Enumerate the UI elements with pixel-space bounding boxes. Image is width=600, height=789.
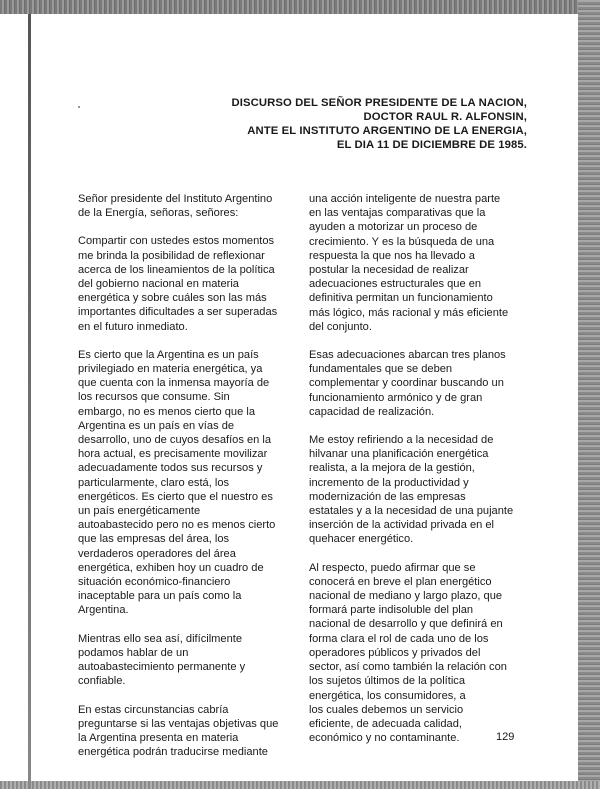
text-line: un país energéticamente [78, 505, 201, 518]
scan-border-top [0, 0, 600, 14]
text-line: embargo, no es menos cierto que la [78, 405, 255, 418]
text-line: podamos hablar de un [78, 646, 189, 659]
text-line: que cuenta con la inmensa mayoría de [78, 377, 270, 390]
text-line: complementar y coordinar buscando un [309, 377, 504, 390]
text-line: más lógico, más racional y más eficiente [309, 306, 509, 319]
text-line: Argentina es un país en vías de [78, 419, 235, 432]
text-line: adecuaciones estructurales que en [309, 278, 482, 291]
text-line: los recursos que consume. Sin [78, 391, 230, 404]
header-line: ANTE EL INSTITUTO ARGENTINO DE LA ENERGIA, [247, 125, 527, 137]
text-line: quehacer energético. [309, 533, 414, 546]
text-line: energética y sobre cuáles son las más [78, 292, 267, 305]
text-line: hilvanar una planificación energética [309, 448, 489, 461]
text-line: desarrollo, uno de cuyos desafíos en la [78, 434, 272, 447]
text-line: definitiva permitan un funcionamiento [309, 292, 493, 305]
text-line: incremento de la productividad y [309, 476, 469, 489]
text-line: Compartir con ustedes estos momentos [78, 235, 275, 248]
text-line: en las ventajas comparativas que la [309, 207, 486, 220]
paragraph [78, 703, 293, 760]
text-line: Es cierto que la Argentina es un país [78, 348, 259, 361]
text-line: nacional de desarrollo y que definirá en [309, 618, 503, 631]
paragraph [78, 234, 293, 333]
page-number: 129 [496, 731, 515, 743]
text-line: nacional de mediano y largo plazo, que [309, 590, 503, 603]
text-line: la Argentina presenta en materia [78, 731, 239, 744]
text-line: energética, los consumidores, a [309, 689, 466, 702]
text-line: operadores públicos y privados del [309, 646, 481, 659]
text-line: formará parte indisoluble del plan [309, 604, 474, 617]
text-line: importantes dificultades a ser superadas [78, 306, 278, 319]
text-line: conocerá en breve el plan energético [309, 575, 492, 588]
text-line: energética, exhiben hoy un cuadro de [78, 561, 264, 574]
text-line: en el futuro inmediato. [78, 320, 188, 333]
speech-header [200, 96, 527, 152]
paragraph [78, 192, 293, 220]
text-line: estatales y a la necesidad de una pujante [309, 505, 514, 518]
left-column [78, 192, 293, 773]
text-line: realista, a la mejora de la gestión, [309, 462, 475, 475]
text-line: situación económico-financiero [78, 576, 231, 589]
header-line: EL DIA 11 DE DICIEMBRE DE 1985. [336, 139, 527, 151]
text-line: energéticos. Es cierto que el nuestro es [78, 490, 273, 503]
text-line: sector, así como también la relación con [309, 661, 507, 674]
text-line: particularmente, claro está, los [78, 476, 230, 489]
header-line: DOCTOR RAUL R. ALFONSIN, [363, 111, 527, 123]
text-line: los cuales debemos un servicio [309, 703, 464, 716]
text-line: adecuadamente todos sus recursos y [78, 462, 263, 475]
text-line: Señor presidente del Instituto Argentino [78, 193, 273, 205]
text-line: capacidad de realización. [309, 405, 435, 418]
text-line: hora actual, es precisamente movilizar [78, 448, 268, 461]
text-line: privilegiado en materia energética, ya [78, 363, 263, 376]
scan-speck [78, 106, 80, 108]
text-line: económico y no contaminante. [309, 732, 460, 745]
text-line: forma clara el rol de cada uno de los [309, 632, 489, 645]
paragraph [309, 433, 524, 547]
text-line: Al respecto, puedo afirmar que se [309, 561, 476, 574]
text-line: postular la necesidad de realizar [309, 264, 469, 277]
scan-border-right [578, 0, 600, 789]
paragraph [309, 192, 524, 334]
text-line: modernización de las empresas [309, 490, 466, 503]
text-line: los sujetos últimos de la política [309, 675, 466, 688]
text-line: respuesta la que nos ha llevado a [309, 249, 475, 262]
text-line: energética podrán traducirse mediante [78, 746, 268, 759]
text-line: inserción de la actividad privada en el [309, 519, 495, 532]
header-line: DISCURSO DEL SEÑOR PRESIDENTE DE LA NACION, [231, 97, 527, 109]
paragraph [309, 348, 524, 419]
text-line: que las empresas del área, los [78, 533, 230, 546]
text-line: del gobierno nacional en materia [78, 278, 239, 291]
paragraph [309, 561, 524, 746]
text-line: Me estoy refiriendo a la necesidad de [309, 434, 494, 447]
text-line: autoabastecimiento permanente y [78, 661, 246, 674]
text-line: de la Energía, señoras, señores: [78, 207, 239, 220]
text-line: inaceptable para un país como la [78, 590, 242, 603]
paragraph [78, 632, 293, 689]
text-line: me brinda la posibilidad de reflexionar [78, 249, 265, 262]
right-column [309, 192, 524, 759]
scan-border-bottom [0, 781, 600, 789]
text-line: verdaderos operadores del área [78, 547, 236, 560]
text-line: Argentina. [78, 604, 129, 617]
text-line: En estas circunstancias cabría [78, 703, 229, 716]
paragraph [78, 348, 293, 618]
text-line: funcionamiento armónico y de gran [309, 391, 483, 404]
text-line: crecimiento. Y es la búsqueda de una [309, 235, 495, 248]
binding-edge [28, 14, 31, 789]
text-line: ayuden a motorizar un proceso de [309, 221, 478, 234]
text-line: confiable. [78, 675, 126, 688]
text-line: fundamentales que se deben [309, 363, 453, 376]
text-line: acerca de los lineamientos de la política [78, 263, 275, 276]
text-line: eficiente, de adecuada calidad, [309, 717, 462, 730]
text-line: una acción inteligente de nuestra parte [309, 193, 501, 205]
text-line: del conjunto. [309, 320, 372, 333]
text-line: Esas adecuaciones abarcan tres planos [309, 349, 506, 362]
text-line: autoabastecido pero no es menos cierto [78, 519, 276, 532]
text-line: Mientras ello sea así, difícilmente [78, 632, 243, 645]
text-line: preguntarse si las ventajas objetivas que [78, 717, 279, 730]
